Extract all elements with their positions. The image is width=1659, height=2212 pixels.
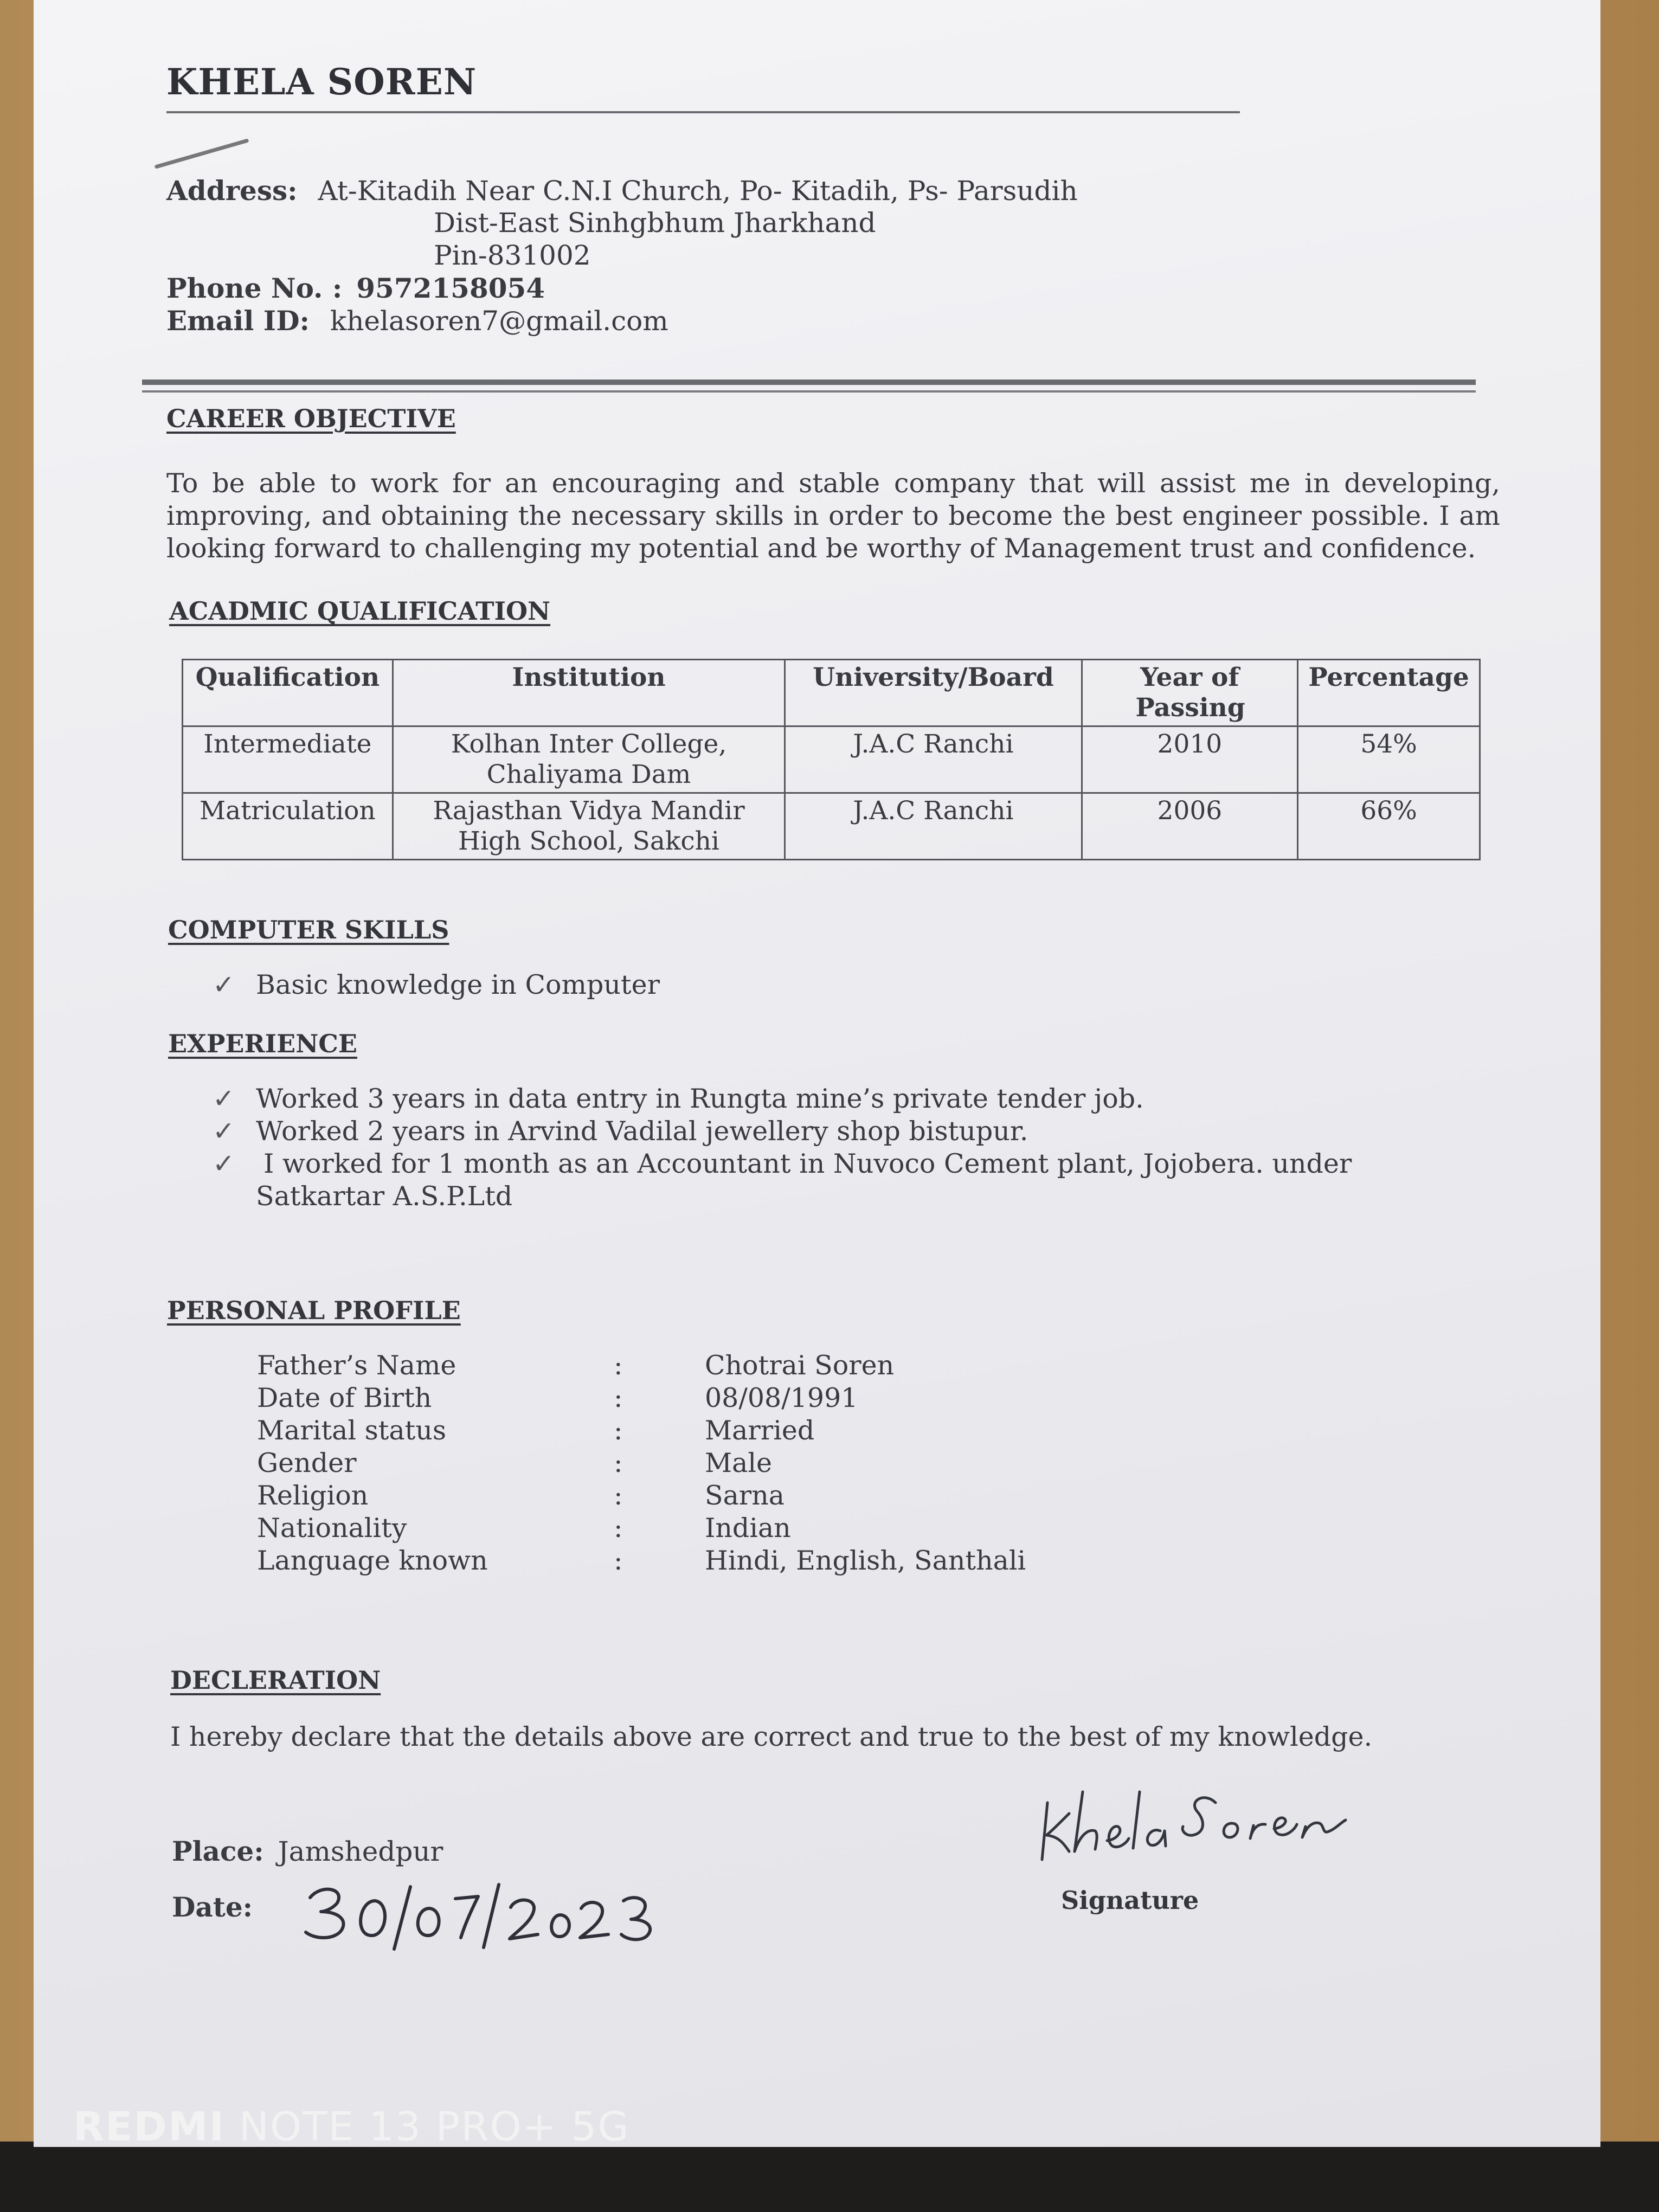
phone-number: 9572158054	[356, 272, 545, 304]
profile-label: Marital status	[257, 1415, 447, 1446]
email-label: Email ID:	[166, 305, 310, 337]
institution-text: Rajasthan Vidya Mandir High School, Sakchi	[433, 796, 745, 856]
profile-label: Language known	[257, 1545, 488, 1576]
signature-image	[1031, 1770, 1356, 1868]
profile-value: Chotrai Soren	[705, 1350, 895, 1381]
experience-text: I worked for 1 month as an Accountant in Nuvoco Cement plant, Jojobera. under	[263, 1148, 1352, 1179]
institution-cell	[393, 726, 785, 793]
profile-value: 08/08/1991	[705, 1382, 858, 1413]
board-cell: J.A.C Ranchi	[785, 726, 1082, 793]
table-row	[183, 726, 1480, 793]
handwritten-date	[299, 1876, 679, 1952]
pen-mark	[155, 138, 249, 169]
list-item	[213, 969, 660, 1000]
email-address: khelasoren7@gmail.com	[330, 305, 668, 337]
resume-page	[34, 0, 1600, 2147]
section-divider	[142, 380, 1476, 385]
year-cell: 2010	[1082, 726, 1298, 793]
profile-value: Male	[705, 1448, 773, 1478]
institution-cell	[393, 793, 785, 860]
profile-label: Date of Birth	[257, 1382, 432, 1413]
column-header: University/Board	[785, 660, 1082, 726]
academic-heading: ACADMIC QUALIFICATION	[169, 596, 551, 626]
year-cell: 2006	[1082, 793, 1298, 860]
phone-label: Phone No. :	[166, 272, 343, 304]
declaration-heading: DECLERATION	[170, 1666, 381, 1695]
column-header: Qualification	[183, 660, 393, 726]
profile-label: Religion	[257, 1480, 369, 1511]
email-line	[166, 305, 668, 337]
section-divider-thin	[142, 390, 1476, 393]
checkmark-icon: ✓	[213, 969, 235, 1000]
declaration-text: I hereby declare that the details above are correct and true to the best of my knowledge.	[170, 1721, 1373, 1752]
profile-separator: :	[614, 1448, 623, 1478]
profile-value: Indian	[705, 1513, 791, 1544]
table-row	[183, 793, 1480, 860]
place-value: Jamshedpur	[278, 1836, 443, 1867]
percentage-cell: 54%	[1298, 726, 1480, 793]
qualification-cell: Intermediate	[183, 726, 393, 793]
watermark-model: NOTE 13 PRO+ 5G	[239, 2104, 630, 2150]
bottom-shadow	[0, 2142, 1659, 2212]
checkmark-icon: ✓	[213, 1083, 235, 1114]
signature-label: Signature	[1061, 1886, 1199, 1915]
date-label: Date:	[172, 1891, 253, 1923]
list-item	[213, 1148, 1352, 1179]
profile-label: Gender	[257, 1448, 357, 1478]
profile-separator: :	[614, 1513, 623, 1544]
name-underline	[166, 111, 1240, 113]
camera-watermark	[73, 2104, 630, 2150]
experience-text: Worked 2 years in Arvind Vadilal jewellery shop bistupur.	[256, 1116, 1028, 1147]
institution-text: Kolhan Inter College, Chaliyama Dam	[451, 729, 727, 789]
qualification-table	[182, 659, 1481, 860]
list-item	[213, 1083, 1144, 1114]
candidate-name: KHELA SOREN	[166, 61, 477, 103]
profile-value: Hindi, English, Santhali	[705, 1545, 1026, 1576]
profile-separator: :	[614, 1480, 623, 1511]
phone-line	[166, 272, 545, 304]
career-objective-heading: CAREER OBJECTIVE	[166, 404, 456, 433]
address-line1: At-Kitadih Near C.N.I Church, Po- Kitadih, Ps- Parsudih	[318, 175, 1078, 207]
column-header: Institution	[393, 660, 785, 726]
experience-text: Worked 3 years in data entry in Rungta mine’s private tender job.	[256, 1083, 1144, 1114]
address-label: Address:	[166, 175, 298, 207]
address-line-2: Dist-East Sinhgbhum Jharkhand	[434, 207, 876, 239]
list-item	[213, 1116, 1028, 1147]
profile-separator: :	[614, 1415, 623, 1446]
place-label: Place:	[172, 1835, 264, 1867]
column-header: Percentage	[1298, 660, 1480, 726]
watermark-brand: REDMI	[73, 2104, 226, 2150]
personal-profile-heading: PERSONAL PROFILE	[167, 1296, 461, 1325]
profile-separator: :	[614, 1350, 623, 1381]
skill-text: Basic knowledge in Computer	[256, 969, 660, 1000]
checkmark-icon: ✓	[213, 1116, 235, 1147]
address-line-3: Pin-831002	[434, 240, 591, 271]
experience-heading: EXPERIENCE	[168, 1029, 357, 1058]
column-header-text: Year of Passing	[1135, 663, 1245, 723]
table-header-row	[183, 660, 1480, 726]
checkmark-icon: ✓	[213, 1148, 235, 1179]
profile-separator: :	[614, 1545, 623, 1576]
profile-value: Married	[705, 1415, 815, 1446]
place-line	[172, 1835, 443, 1867]
career-objective-text: To be able to work for an encouraging and stable company that will assist me in developing, improving, and obtaining the necessary skills in order to become the best engineer possible. I am looking forward to challenging my potential and be worthy of Management trust and confidence.	[166, 468, 1500, 564]
profile-separator: :	[614, 1382, 623, 1413]
profile-value: Sarna	[705, 1480, 785, 1511]
experience-continuation: Satkartar A.S.P.Ltd	[256, 1181, 513, 1212]
percentage-cell: 66%	[1298, 793, 1480, 860]
qualification-cell: Matriculation	[183, 793, 393, 860]
address-line-1	[166, 175, 1078, 207]
board-cell: J.A.C Ranchi	[785, 793, 1082, 860]
profile-label: Nationality	[257, 1513, 407, 1544]
column-header	[1082, 660, 1298, 726]
profile-label: Father’s Name	[257, 1350, 456, 1381]
computer-skills-heading: COMPUTER SKILLS	[168, 915, 449, 944]
